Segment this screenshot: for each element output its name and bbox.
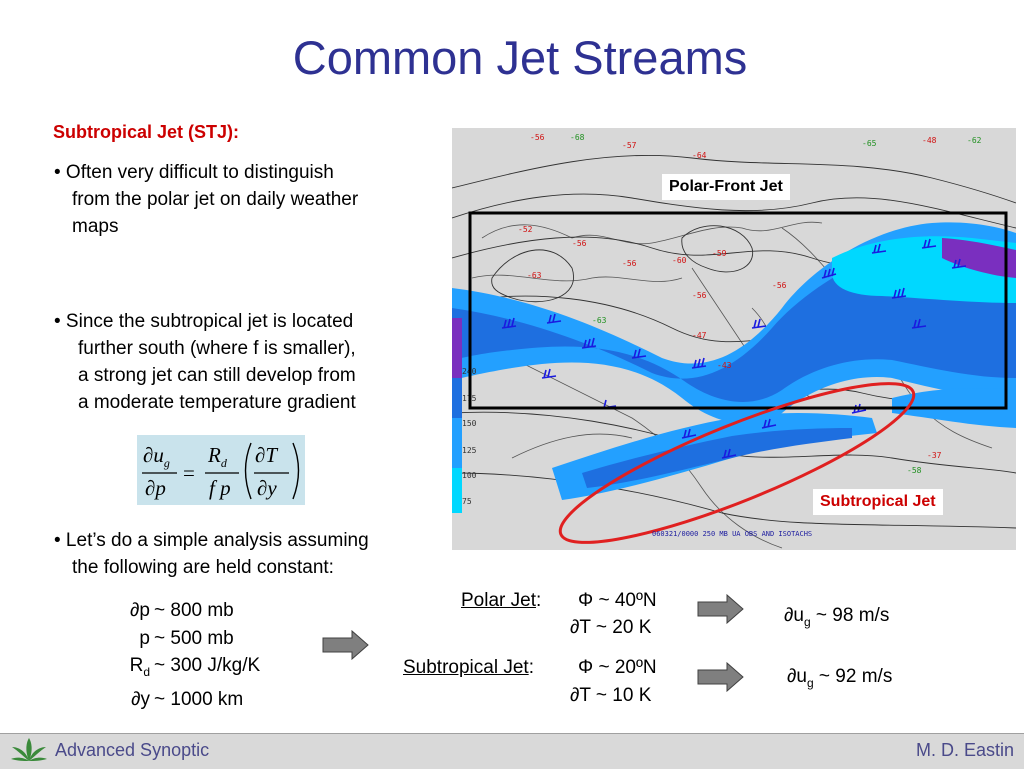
bullet-line: • Let’s do a simple analysis assuming <box>54 530 369 551</box>
bullet-line: a moderate temperature gradient <box>78 392 356 413</box>
held-constant-list <box>110 597 260 714</box>
svg-text:-56: -56 <box>692 291 707 300</box>
legend-tick: 175 <box>462 394 477 403</box>
thermal-wind-equation <box>137 435 305 505</box>
polar-front-jet-label: Polar-Front Jet <box>662 174 790 200</box>
bullet-subtropical-south <box>54 308 356 416</box>
bullet-simple-analysis <box>54 527 369 581</box>
svg-text:-57: -57 <box>622 141 637 150</box>
legend-tick: 100 <box>462 471 477 480</box>
svg-text:-56: -56 <box>622 259 637 268</box>
subtropical-jet-dt: ∂T ~ 10 K <box>570 685 652 706</box>
constant-row <box>110 652 260 686</box>
eq-rd: $R_d$ <box>208 443 227 470</box>
constant-row <box>110 686 260 714</box>
bullet-line: the following are held constant: <box>72 557 334 578</box>
eq-dug: $\partial u_g$ <box>143 443 170 470</box>
right-arrow-icon <box>697 594 747 624</box>
polar-jet-phi: Φ ~ 40ºN <box>578 590 657 611</box>
svg-text:-60: -60 <box>672 256 687 265</box>
legend-tick: 150 <box>462 419 477 428</box>
svg-text:-48: -48 <box>922 136 937 145</box>
svg-text:-63: -63 <box>592 316 607 325</box>
svg-text:-63: -63 <box>527 271 542 280</box>
bullet-line: further south (where f is smaller), <box>78 338 356 359</box>
legend-tick: 125 <box>462 446 477 455</box>
bullet-line: a strong jet can still develop from <box>78 365 356 386</box>
svg-text:-68: -68 <box>570 133 585 142</box>
eq-equals: = <box>183 461 195 485</box>
svg-text:-47: -47 <box>692 331 707 340</box>
constant-symbol: ∂p <box>130 600 150 621</box>
right-arrow-icon <box>697 662 747 692</box>
constant-value: ~ 300 J/kg/K <box>154 655 261 676</box>
svg-text:-56: -56 <box>772 281 787 290</box>
constant-symbol: p <box>139 627 150 649</box>
svg-text:-64: -64 <box>692 151 707 160</box>
constant-value: ~ 500 mb <box>154 627 234 649</box>
polar-jet-result: $\partial u_g$ ~ 98 m/s <box>784 605 890 629</box>
polar-jet-label: Polar Jet: <box>461 590 542 611</box>
constant-symbol: $R_d$ <box>129 655 150 679</box>
stj-heading: Subtropical Jet (STJ): <box>53 122 240 142</box>
250mb-isotach-map <box>452 128 1016 550</box>
svg-text:-58: -58 <box>907 466 922 475</box>
svg-text:-43: -43 <box>717 361 732 370</box>
footer-course: Advanced Synoptic <box>55 740 210 760</box>
bullet-line: maps <box>72 216 119 237</box>
svg-text:-62: -62 <box>967 136 982 145</box>
svg-text:-56: -56 <box>572 239 587 248</box>
right-arrow-icon <box>322 630 372 660</box>
constant-value: ~ 800 mb <box>154 600 234 621</box>
subtropical-jet-phi: Φ ~ 20ºN <box>578 657 657 678</box>
legend-tick: 75 <box>462 497 472 506</box>
constant-row <box>110 597 260 625</box>
footer-author: M. D. Eastin <box>915 740 1014 760</box>
constant-row <box>110 625 260 653</box>
eq-dp: ∂p <box>145 476 166 500</box>
bullet-line: from the polar jet on daily weather <box>72 189 359 210</box>
constant-value: ~ 1000 km <box>154 689 244 711</box>
svg-text:-59: -59 <box>712 249 727 258</box>
svg-text:-37: -37 <box>927 451 942 460</box>
polar-jet-dt: ∂T ~ 20 K <box>570 617 652 638</box>
eq-dy: ∂y <box>257 476 277 500</box>
bullet-line: • Since the subtropical jet is located <box>54 311 354 332</box>
eq-fp: f p <box>209 476 231 500</box>
map-caption: 060321/0000 250 MB UA OBS AND ISOTACHS <box>652 530 813 538</box>
svg-text:-65: -65 <box>862 139 877 148</box>
eq-dt: ∂T <box>255 443 278 467</box>
legend-tick: 240 <box>462 367 477 376</box>
subtropical-jet-map-label: Subtropical Jet <box>813 489 943 515</box>
subtropical-jet-label: Subtropical Jet: <box>403 657 534 678</box>
svg-text:-52: -52 <box>518 225 533 234</box>
bullet-difficult-distinguish <box>54 159 358 240</box>
svg-text:-56: -56 <box>530 133 545 142</box>
subtropical-jet-result: $\partial u_g$ ~ 92 m/s <box>787 666 893 690</box>
constant-symbol: ∂y <box>131 689 150 711</box>
slide-title: Common Jet Streams <box>292 31 748 84</box>
plant-logo-icon <box>10 737 48 763</box>
bullet-line: • Often very difficult to distinguish <box>54 162 334 183</box>
